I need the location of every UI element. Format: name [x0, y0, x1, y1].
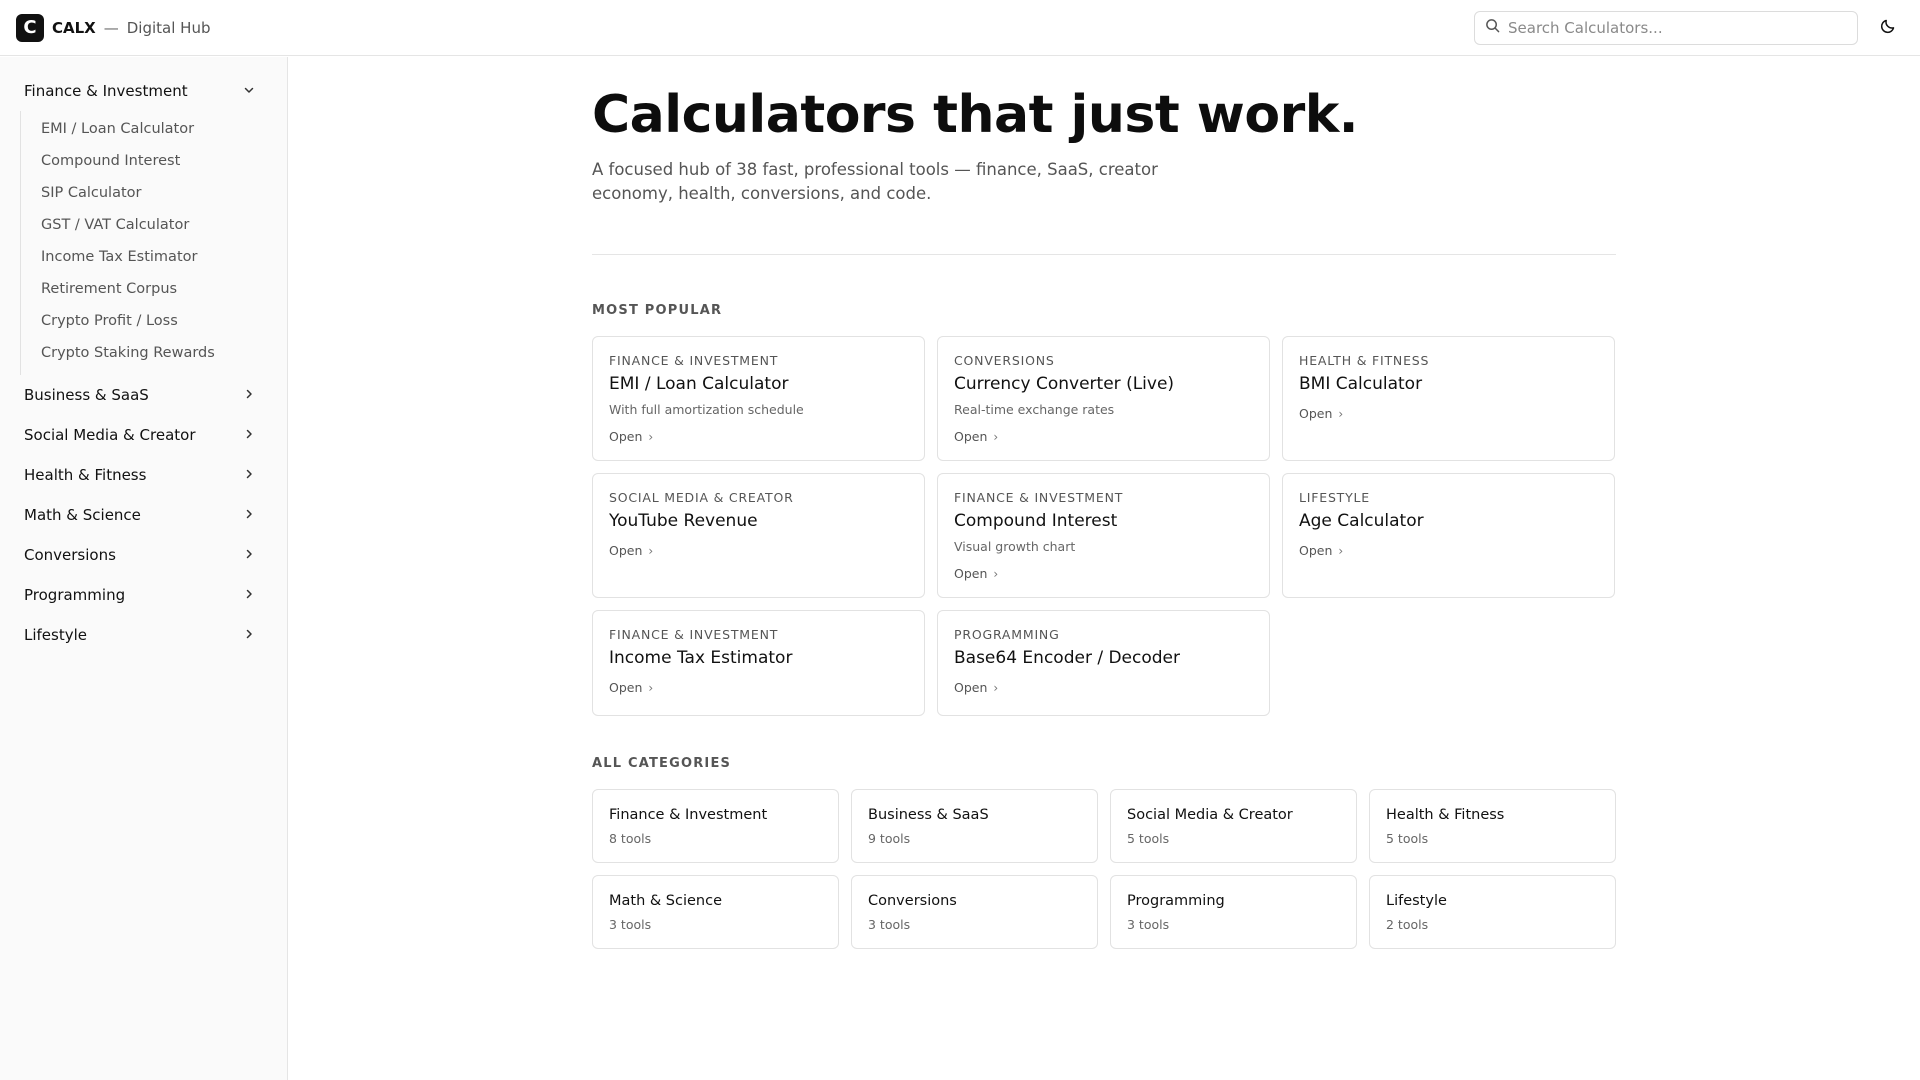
category-card-count: 9 tools — [868, 831, 911, 847]
most-popular-heading: MOST POPULAR — [592, 303, 723, 319]
chevron-right-icon — [243, 386, 255, 404]
category-card-math[interactable] — [592, 875, 839, 949]
divider — [592, 254, 1616, 255]
tool-card-emi[interactable] — [592, 336, 925, 461]
tool-card-open-link[interactable] — [954, 429, 1253, 444]
tool-card-title: Currency Converter (Live) — [954, 374, 1175, 395]
sidebar-category-lifestyle[interactable] — [8, 615, 271, 655]
category-card-count: 3 tools — [868, 917, 911, 933]
category-card-business[interactable] — [851, 789, 1098, 863]
category-card-title: Finance & Investment — [609, 807, 768, 824]
tool-card-open-link[interactable] — [609, 543, 908, 558]
tool-card-open-link[interactable] — [609, 680, 908, 695]
all-categories-heading: ALL CATEGORIES — [592, 756, 732, 772]
tool-card-title: Income Tax Estimator — [609, 648, 793, 669]
chevron-down-icon — [243, 82, 255, 100]
brand[interactable] — [16, 14, 210, 42]
category-card-title: Lifestyle — [1386, 893, 1447, 910]
page-description: A focused hub of 38 fast, professional tools — finance, SaaS, creator economy, health, conversions, and code. — [592, 160, 1158, 204]
category-card-lifestyle[interactable] — [1369, 875, 1616, 949]
category-card-title: Health & Fitness — [1386, 807, 1505, 824]
sidebar-category-label: Conversions — [24, 546, 116, 564]
tool-card-category: FINANCE & INVESTMENT — [609, 353, 779, 369]
tool-card-open-link[interactable] — [954, 680, 1253, 695]
chevron-right-icon: › — [1338, 543, 1344, 558]
category-card-title: Social Media & Creator — [1127, 807, 1293, 824]
tool-card-category: LIFESTYLE — [1299, 490, 1371, 506]
chevron-right-icon — [243, 466, 255, 484]
tool-card-title: Compound Interest — [954, 511, 1118, 532]
brand-subtitle: Digital Hub — [126, 18, 211, 37]
chevron-right-icon: › — [648, 680, 654, 695]
logo: C — [16, 14, 44, 42]
tool-card-title: YouTube Revenue — [609, 511, 758, 532]
sidebar-category-label: Lifestyle — [24, 626, 88, 644]
sidebar-item-compound-interest[interactable]: Compound Interest — [41, 153, 181, 169]
tool-card-description: Visual growth chart — [954, 539, 1076, 555]
chevron-right-icon: › — [648, 543, 654, 558]
sidebar-category-math[interactable] — [8, 495, 271, 535]
sidebar-category-finance[interactable] — [8, 71, 271, 111]
tool-card-open-link[interactable] — [609, 429, 908, 444]
sidebar-category-social[interactable] — [8, 415, 271, 455]
category-card-count: 3 tools — [609, 917, 652, 933]
sidebar-category-label: Finance & Investment — [24, 82, 188, 100]
chevron-right-icon: › — [1338, 406, 1344, 421]
open-label: Open — [954, 429, 988, 445]
tool-card-bmi[interactable] — [1282, 336, 1615, 461]
open-label: Open — [1299, 406, 1333, 422]
chevron-right-icon: › — [993, 566, 999, 581]
sidebar-item-gst-vat[interactable]: GST / VAT Calculator — [41, 217, 190, 233]
category-card-health[interactable] — [1369, 789, 1616, 863]
sidebar-category-business[interactable] — [8, 375, 271, 415]
tool-card-title: EMI / Loan Calculator — [609, 374, 789, 395]
tool-card-title: Base64 Encoder / Decoder — [954, 648, 1181, 669]
tool-card-youtube[interactable] — [592, 473, 925, 598]
sidebar-category-label: Business & SaaS — [24, 386, 149, 404]
open-label: Open — [609, 680, 643, 696]
open-label: Open — [609, 429, 643, 445]
sidebar-sub-list — [20, 111, 271, 375]
brand-separator: — — [103, 18, 119, 37]
sidebar-item-crypto-profit[interactable]: Crypto Profit / Loss — [41, 313, 178, 329]
tool-card-age[interactable] — [1282, 473, 1615, 598]
tool-card-base64[interactable] — [937, 610, 1270, 716]
tool-card-income-tax[interactable] — [592, 610, 925, 716]
chevron-right-icon — [243, 546, 255, 564]
tool-card-compound[interactable] — [937, 473, 1270, 598]
sidebar-item-income-tax[interactable]: Income Tax Estimator — [41, 249, 198, 265]
category-card-conversions[interactable] — [851, 875, 1098, 949]
theme-toggle-button[interactable] — [1872, 12, 1904, 44]
tool-card-category: FINANCE & INVESTMENT — [609, 627, 779, 643]
search-icon — [1485, 18, 1500, 37]
popular-grid — [592, 336, 1616, 716]
search-box[interactable] — [1474, 11, 1858, 45]
category-card-count: 8 tools — [609, 831, 652, 847]
category-card-finance[interactable] — [592, 789, 839, 863]
tool-card-open-link[interactable] — [1299, 543, 1598, 558]
page-title: Calculators that just work. — [592, 85, 1359, 145]
open-label: Open — [1299, 543, 1333, 559]
tool-card-currency[interactable] — [937, 336, 1270, 461]
tool-card-category: FINANCE & INVESTMENT — [954, 490, 1124, 506]
chevron-right-icon: › — [648, 429, 654, 444]
chevron-right-icon — [243, 626, 255, 644]
sidebar-item-sip[interactable]: SIP Calculator — [41, 185, 142, 201]
search-input[interactable] — [1508, 19, 1847, 37]
tool-card-category: HEALTH & FITNESS — [1299, 353, 1430, 369]
category-card-count: 5 tools — [1127, 831, 1170, 847]
sidebar-category-label: Math & Science — [24, 506, 141, 524]
header-actions — [1474, 11, 1904, 45]
sidebar-category-programming[interactable] — [8, 575, 271, 615]
sidebar-item-crypto-staking[interactable]: Crypto Staking Rewards — [41, 345, 215, 361]
chevron-right-icon — [243, 586, 255, 604]
sidebar-category-label: Health & Fitness — [24, 466, 147, 484]
open-label: Open — [954, 680, 988, 696]
sidebar-item-emi[interactable]: EMI / Loan Calculator — [41, 121, 195, 137]
sidebar-category-conversions[interactable] — [8, 535, 271, 575]
sidebar — [0, 57, 288, 1080]
category-card-title: Business & SaaS — [868, 807, 989, 824]
category-card-count: 5 tools — [1386, 831, 1429, 847]
chevron-right-icon — [243, 506, 255, 524]
tool-card-title: Age Calculator — [1299, 511, 1424, 532]
tool-card-description: Real-time exchange rates — [954, 402, 1115, 418]
tool-card-title: BMI Calculator — [1299, 374, 1423, 395]
open-label: Open — [954, 566, 988, 582]
category-card-title: Math & Science — [609, 893, 723, 910]
tool-card-open-link[interactable] — [954, 566, 1253, 581]
chevron-right-icon — [243, 426, 255, 444]
top-bar — [0, 0, 1920, 56]
tool-card-category: PROGRAMMING — [954, 627, 1060, 643]
category-card-count: 3 tools — [1127, 917, 1170, 933]
sidebar-category-label: Social Media & Creator — [24, 426, 196, 444]
open-label: Open — [609, 543, 643, 559]
sidebar-category-health[interactable] — [8, 455, 271, 495]
tool-card-description: With full amortization schedule — [609, 402, 804, 418]
brand-name: CALX — [52, 18, 96, 37]
category-card-title: Programming — [1127, 893, 1225, 910]
category-card-programming[interactable] — [1110, 875, 1357, 949]
category-card-count: 2 tools — [1386, 917, 1429, 933]
main-content — [592, 57, 1616, 949]
sidebar-item-retirement[interactable]: Retirement Corpus — [41, 281, 178, 297]
tool-card-category: CONVERSIONS — [954, 353, 1055, 369]
category-card-social[interactable] — [1110, 789, 1357, 863]
moon-icon — [1880, 18, 1896, 37]
sidebar-category-label: Programming — [24, 586, 126, 604]
chevron-right-icon: › — [993, 429, 999, 444]
tool-card-category: SOCIAL MEDIA & CREATOR — [609, 490, 794, 506]
tool-card-open-link[interactable] — [1299, 406, 1598, 421]
chevron-right-icon: › — [993, 680, 999, 695]
categories-grid — [592, 789, 1616, 949]
category-card-title: Conversions — [868, 893, 957, 910]
